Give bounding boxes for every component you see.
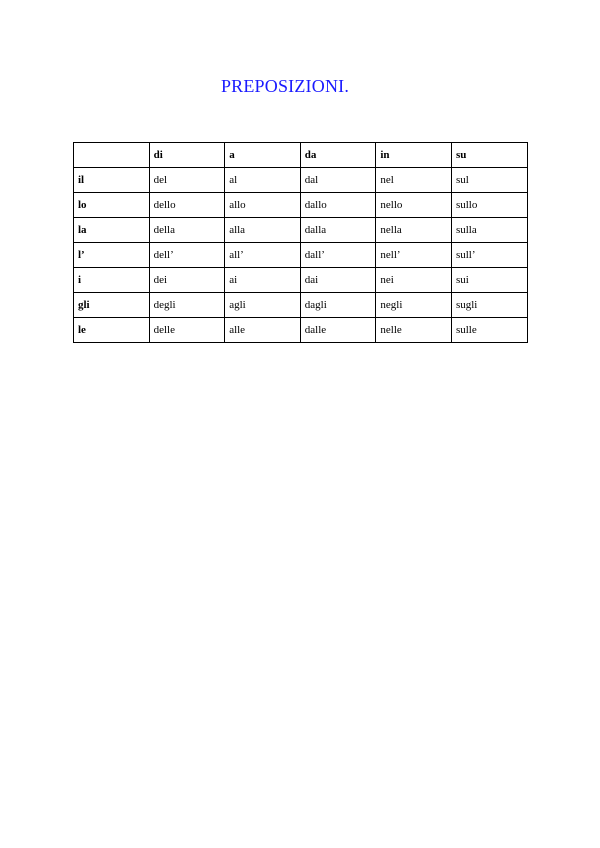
article-cell: i: [74, 268, 150, 293]
table-cell: dai: [300, 268, 376, 293]
table-row: [74, 168, 528, 193]
table-row: [74, 268, 528, 293]
table-cell: degli: [149, 293, 225, 318]
article-cell: l’: [74, 243, 150, 268]
header-cell-in: in: [376, 143, 452, 168]
table-cell: ai: [225, 268, 301, 293]
table-cell: alla: [225, 218, 301, 243]
table-row: [74, 193, 528, 218]
article-cell: gli: [74, 293, 150, 318]
table-cell: dell’: [149, 243, 225, 268]
article-cell: lo: [74, 193, 150, 218]
table-cell: all’: [225, 243, 301, 268]
table-row: [74, 318, 528, 343]
table-cell: dello: [149, 193, 225, 218]
header-cell-su: su: [451, 143, 527, 168]
article-cell: il: [74, 168, 150, 193]
table-cell: nelle: [376, 318, 452, 343]
preposition-table: [73, 142, 528, 343]
table-cell: al: [225, 168, 301, 193]
table-cell: dal: [300, 168, 376, 193]
table-cell: dallo: [300, 193, 376, 218]
header-cell-a: a: [225, 143, 301, 168]
table-cell: sullo: [451, 193, 527, 218]
header-cell-di: di: [149, 143, 225, 168]
table-cell: dalla: [300, 218, 376, 243]
table-row: [74, 218, 528, 243]
table-cell: nella: [376, 218, 452, 243]
header-cell-empty: [74, 143, 150, 168]
table-cell: dall’: [300, 243, 376, 268]
table-cell: sulle: [451, 318, 527, 343]
table-row: [74, 293, 528, 318]
table-cell: della: [149, 218, 225, 243]
table-cell: dalle: [300, 318, 376, 343]
table-cell: del: [149, 168, 225, 193]
table-cell: sui: [451, 268, 527, 293]
table-cell: alle: [225, 318, 301, 343]
table-cell: dagli: [300, 293, 376, 318]
table-cell: delle: [149, 318, 225, 343]
table-cell: nello: [376, 193, 452, 218]
header-cell-da: da: [300, 143, 376, 168]
table-header-row: [74, 143, 528, 168]
table-cell: sull’: [451, 243, 527, 268]
table-row: [74, 243, 528, 268]
table-cell: nei: [376, 268, 452, 293]
table-cell: nel: [376, 168, 452, 193]
article-cell: la: [74, 218, 150, 243]
table-cell: agli: [225, 293, 301, 318]
article-cell: le: [74, 318, 150, 343]
page-title: PREPOSIZIONI.: [220, 76, 350, 96]
table-cell: negli: [376, 293, 452, 318]
table-cell: sul: [451, 168, 527, 193]
table-cell: allo: [225, 193, 301, 218]
table-cell: sugli: [451, 293, 527, 318]
table-cell: nell’: [376, 243, 452, 268]
table-cell: dei: [149, 268, 225, 293]
table-cell: sulla: [451, 218, 527, 243]
